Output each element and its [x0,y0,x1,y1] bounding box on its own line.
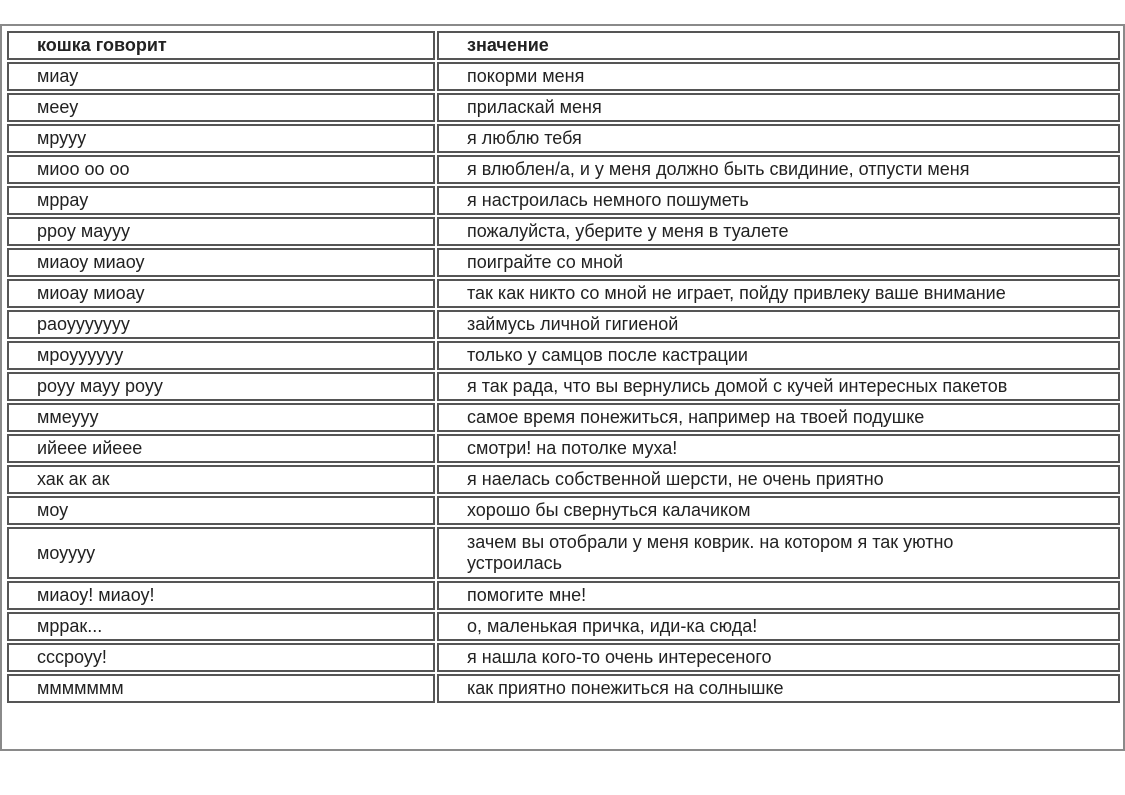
table-row [7,310,1120,339]
cat-says-cell: раоууууууу [7,310,435,339]
table-row [7,372,1120,401]
cat-says-cell: ийеее ийеее [7,434,435,463]
table-row [7,341,1120,370]
meaning-cell: я нашла кого-то очень интересеного [437,643,1120,672]
cat-says-cell: моуууу [7,527,435,579]
header-cat-says: кошка говорит [7,31,435,60]
cat-says-cell: миаоу миаоу [7,248,435,277]
cat-says-cell: ммеууу [7,403,435,432]
table-row [7,581,1120,610]
meaning-cell: так как никто со мной не играет, пойду привлеку ваше внимание [437,279,1120,308]
table-row [7,124,1120,153]
table-row [7,674,1120,703]
cat-says-cell: моу [7,496,435,525]
meaning-cell: смотри! на потолке муха! [437,434,1120,463]
meaning-cell: я люблю тебя [437,124,1120,153]
cat-says-cell: ммммммм [7,674,435,703]
table-row [7,434,1120,463]
meaning-cell: поиграйте со мной [437,248,1120,277]
cat-says-cell: миаоу! миаоу! [7,581,435,610]
cat-language-table [5,29,1122,705]
table-row [7,62,1120,91]
cat-says-cell: сссроуу! [7,643,435,672]
table-row [7,403,1120,432]
table-row [7,465,1120,494]
meaning-cell: самое время понежиться, например на твоей подушке [437,403,1120,432]
table-frame [0,24,1125,751]
cat-says-cell: мроуууууу [7,341,435,370]
cat-says-cell: миоо оо оо [7,155,435,184]
meaning-cell: займусь личной гигиеной [437,310,1120,339]
meaning-cell: о, маленькая причка, иди-ка сюда! [437,612,1120,641]
meaning-cell: я влюблен/а, и у меня должно быть свидиние, отпусти меня [437,155,1120,184]
table-row [7,217,1120,246]
meaning-cell: хорошо бы свернуться калачиком [437,496,1120,525]
meaning-cell: покорми меня [437,62,1120,91]
cat-says-cell: мрууу [7,124,435,153]
meaning-cell: пожалуйста, уберите у меня в туалете [437,217,1120,246]
table-row [7,496,1120,525]
cat-says-cell: мррау [7,186,435,215]
cat-says-cell: миоау миоау [7,279,435,308]
meaning-cell: как приятно понежиться на солнышке [437,674,1120,703]
cat-says-cell: мррак... [7,612,435,641]
cat-says-cell: мееу [7,93,435,122]
meaning-cell: я настроилась немного пошуметь [437,186,1120,215]
meaning-cell: зачем вы отобрали у меня коврик. на котором я так уютно устроилась [437,527,1120,579]
table-row [7,248,1120,277]
cat-says-cell: миау [7,62,435,91]
table-row [7,527,1120,579]
cat-says-cell: рроу маууу [7,217,435,246]
cat-says-cell: хак ак ак [7,465,435,494]
meaning-cell: приласкай меня [437,93,1120,122]
meaning-cell: помогите мне! [437,581,1120,610]
meaning-cell: я наелась собственной шерсти, не очень приятно [437,465,1120,494]
table-row [7,186,1120,215]
table-row [7,612,1120,641]
table-row [7,643,1120,672]
table-row [7,155,1120,184]
table-row [7,279,1120,308]
header-meaning: значение [437,31,1120,60]
table-header-row [7,31,1120,60]
cat-says-cell: роуу мауу роуу [7,372,435,401]
table-row [7,93,1120,122]
meaning-cell: я так рада, что вы вернулись домой с кучей интересных пакетов [437,372,1120,401]
meaning-cell: только у самцов после кастрации [437,341,1120,370]
